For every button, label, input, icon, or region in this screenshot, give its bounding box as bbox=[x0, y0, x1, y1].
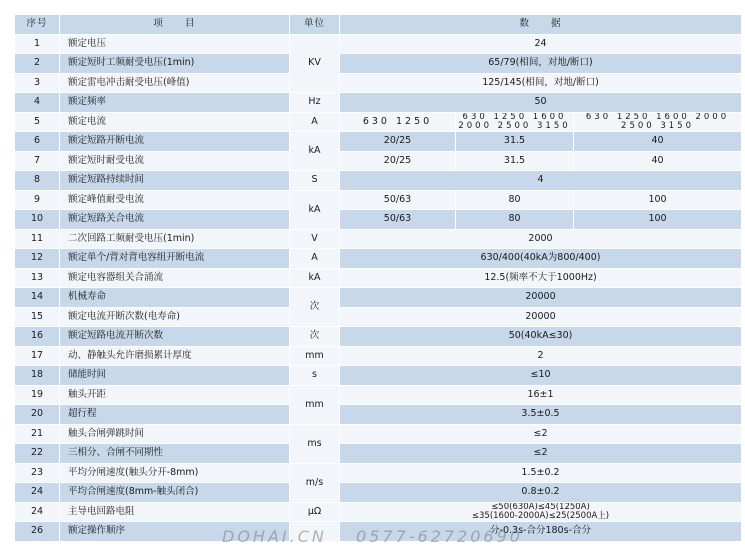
table-row bbox=[15, 327, 742, 347]
row-no: 10 bbox=[15, 210, 60, 230]
row-name: 动、静触头允许磨损累计厚度 bbox=[60, 347, 290, 367]
row-data-col2: 630 1250 1600 2000 2500 3150 bbox=[456, 113, 574, 133]
row-name: 额定短路关合电流 bbox=[60, 210, 290, 230]
row-data: ≤2 bbox=[340, 444, 742, 464]
row-no: 23 bbox=[15, 464, 60, 484]
table-row bbox=[15, 54, 742, 74]
row-no: 19 bbox=[15, 386, 60, 406]
row-data-col1: 630 1250 bbox=[340, 113, 456, 133]
row-unit: mm bbox=[290, 386, 340, 425]
table-row bbox=[15, 132, 742, 152]
table-row bbox=[15, 210, 742, 230]
row-data: 4 bbox=[340, 171, 742, 191]
row-data: 50 bbox=[340, 93, 742, 113]
table-row bbox=[15, 269, 742, 289]
row-no: 16 bbox=[15, 327, 60, 347]
header-unit: 单位 bbox=[290, 15, 340, 35]
row-data: ≤10 bbox=[340, 366, 742, 386]
table-row bbox=[15, 444, 742, 464]
row-no: 20 bbox=[15, 405, 60, 425]
row-no: 5 bbox=[15, 113, 60, 133]
row-name: 额定短时耐受电流 bbox=[60, 152, 290, 172]
resistance-line-2: ≤35(1600-2000A)≤25(2500A上) bbox=[471, 510, 610, 521]
row-no: 14 bbox=[15, 288, 60, 308]
row-unit: A bbox=[290, 113, 340, 133]
row-unit: 次 bbox=[290, 327, 340, 347]
row-name: 额定单个/背对背电容组开断电流 bbox=[60, 249, 290, 269]
row-no: 9 bbox=[15, 191, 60, 211]
table-row bbox=[15, 503, 742, 523]
row-name: 超行程 bbox=[60, 405, 290, 425]
row-data-col2: 80 bbox=[456, 191, 574, 211]
row-unit: KV bbox=[290, 35, 340, 94]
row-name: 额定操作顺序 bbox=[60, 522, 290, 542]
row-data-col2: 80 bbox=[456, 210, 574, 230]
watermark-phone: 0577-62720690 bbox=[356, 527, 523, 546]
row-no: 24 bbox=[15, 483, 60, 503]
header-item: 项 目 bbox=[60, 15, 290, 35]
row-data-col3: 630 1250 1600 2000 2500 3150 bbox=[574, 113, 742, 133]
row-data: 2 bbox=[340, 347, 742, 367]
row-no: 3 bbox=[15, 74, 60, 94]
row-data: ≤2 bbox=[340, 425, 742, 445]
table-row bbox=[15, 464, 742, 484]
row-no: 1 bbox=[15, 35, 60, 55]
table-row bbox=[15, 288, 742, 308]
row-no: 2 bbox=[15, 54, 60, 74]
row-data: 24 bbox=[340, 35, 742, 55]
row-name: 额定短路开断电流 bbox=[60, 132, 290, 152]
table-row bbox=[15, 191, 742, 211]
row-unit: s bbox=[290, 366, 340, 386]
row-unit: kA bbox=[290, 132, 340, 171]
row-data-col2: 31.5 bbox=[456, 152, 574, 172]
row-data: 2000 bbox=[340, 230, 742, 250]
row-no: 24 bbox=[15, 503, 60, 523]
row-no: 15 bbox=[15, 308, 60, 328]
row-name: 额定电压 bbox=[60, 35, 290, 55]
row-data-col1: 20/25 bbox=[340, 152, 456, 172]
row-unit: Hz bbox=[290, 93, 340, 113]
row-name: 三相分、合闸不同期性 bbox=[60, 444, 290, 464]
table-row bbox=[15, 249, 742, 269]
row-name: 机械寿命 bbox=[60, 288, 290, 308]
row-data: 0.8±0.2 bbox=[340, 483, 742, 503]
table-row bbox=[15, 308, 742, 328]
row-name: 额定短路电流开断次数 bbox=[60, 327, 290, 347]
row-data: 3.5±0.5 bbox=[340, 405, 742, 425]
row-name: 额定短时工频耐受电压(1min) bbox=[60, 54, 290, 74]
table-row bbox=[15, 425, 742, 445]
row-no: 7 bbox=[15, 152, 60, 172]
table-row bbox=[15, 113, 742, 133]
table-row bbox=[15, 152, 742, 172]
row-name: 二次回路工频耐受电压(1min) bbox=[60, 230, 290, 250]
row-data: 125/145(相间，对地/断口) bbox=[340, 74, 742, 94]
table-row bbox=[15, 366, 742, 386]
row-data: 630/400(40kA为800/400) bbox=[340, 249, 742, 269]
row-no: 12 bbox=[15, 249, 60, 269]
row-unit: mm bbox=[290, 347, 340, 367]
row-data: 12.5(频率不大于1000Hz) bbox=[340, 269, 742, 289]
row-no: 22 bbox=[15, 444, 60, 464]
table-row bbox=[15, 347, 742, 367]
table-row bbox=[15, 171, 742, 191]
row-data: 20000 bbox=[340, 308, 742, 328]
row-data-col1: 50/63 bbox=[340, 210, 456, 230]
row-name: 触头合闸弹跳时间 bbox=[60, 425, 290, 445]
row-name: 储能时间 bbox=[60, 366, 290, 386]
row-name: 额定电流开断次数(电寿命) bbox=[60, 308, 290, 328]
table-row bbox=[15, 386, 742, 406]
row-data-col3: 40 bbox=[574, 152, 742, 172]
row-name: 额定峰值耐受电流 bbox=[60, 191, 290, 211]
row-no: 11 bbox=[15, 230, 60, 250]
row-name: 额定频率 bbox=[60, 93, 290, 113]
row-unit: ms bbox=[290, 425, 340, 464]
row-data-col2: 31.5 bbox=[456, 132, 574, 152]
row-data-col3: 100 bbox=[574, 191, 742, 211]
row-name: 触头开距 bbox=[60, 386, 290, 406]
row-data-col1: 20/25 bbox=[340, 132, 456, 152]
row-data: 65/79(相间，对地/断口) bbox=[340, 54, 742, 74]
table-row bbox=[15, 35, 742, 55]
header-data: 数 据 bbox=[340, 15, 742, 35]
row-name: 额定电容器组关合涌流 bbox=[60, 269, 290, 289]
row-no: 21 bbox=[15, 425, 60, 445]
row-data: 16±1 bbox=[340, 386, 742, 406]
row-unit: kA bbox=[290, 269, 340, 289]
table-row bbox=[15, 74, 742, 94]
row-no: 8 bbox=[15, 171, 60, 191]
row-no: 6 bbox=[15, 132, 60, 152]
row-data-col1: 50/63 bbox=[340, 191, 456, 211]
row-unit: m/s bbox=[290, 464, 340, 503]
table-row bbox=[15, 405, 742, 425]
row-no: 18 bbox=[15, 366, 60, 386]
row-name: 额定短路持续时间 bbox=[60, 171, 290, 191]
row-name: 额定雷电冲击耐受电压(峰值) bbox=[60, 74, 290, 94]
row-data: 20000 bbox=[340, 288, 742, 308]
row-no: 4 bbox=[15, 93, 60, 113]
row-data bbox=[340, 503, 742, 523]
row-unit: 次 bbox=[290, 288, 340, 327]
table-row bbox=[15, 230, 742, 250]
row-data: 1.5±0.2 bbox=[340, 464, 742, 484]
row-name: 平均分闸速度(触头分开-8mm) bbox=[60, 464, 290, 484]
row-name: 主导电回路电阻 bbox=[60, 503, 290, 523]
row-no: 13 bbox=[15, 269, 60, 289]
row-data-col3: 100 bbox=[574, 210, 742, 230]
row-unit: S bbox=[290, 171, 340, 191]
table-row bbox=[15, 93, 742, 113]
row-no: 17 bbox=[15, 347, 60, 367]
table-header-row bbox=[15, 15, 742, 35]
spec-table bbox=[15, 15, 742, 542]
row-data: 分-0.3s-合分180s-合分 bbox=[340, 522, 742, 542]
header-no: 序号 bbox=[15, 15, 60, 35]
resistance-line-1: ≤50(630A)≤45(1250A) bbox=[491, 502, 590, 512]
row-unit: μΩ bbox=[290, 503, 340, 523]
row-unit: A bbox=[290, 249, 340, 269]
row-data-col3: 40 bbox=[574, 132, 742, 152]
row-data: 50(40kA≤30) bbox=[340, 327, 742, 347]
row-name: 平均合闸速度(8mm-触头闭合) bbox=[60, 483, 290, 503]
watermark-site: DOHAI.CN bbox=[222, 527, 327, 546]
table-row bbox=[15, 483, 742, 503]
row-unit: V bbox=[290, 230, 340, 250]
row-name: 额定电流 bbox=[60, 113, 290, 133]
row-unit: kA bbox=[290, 191, 340, 230]
row-no: 26 bbox=[15, 522, 60, 542]
